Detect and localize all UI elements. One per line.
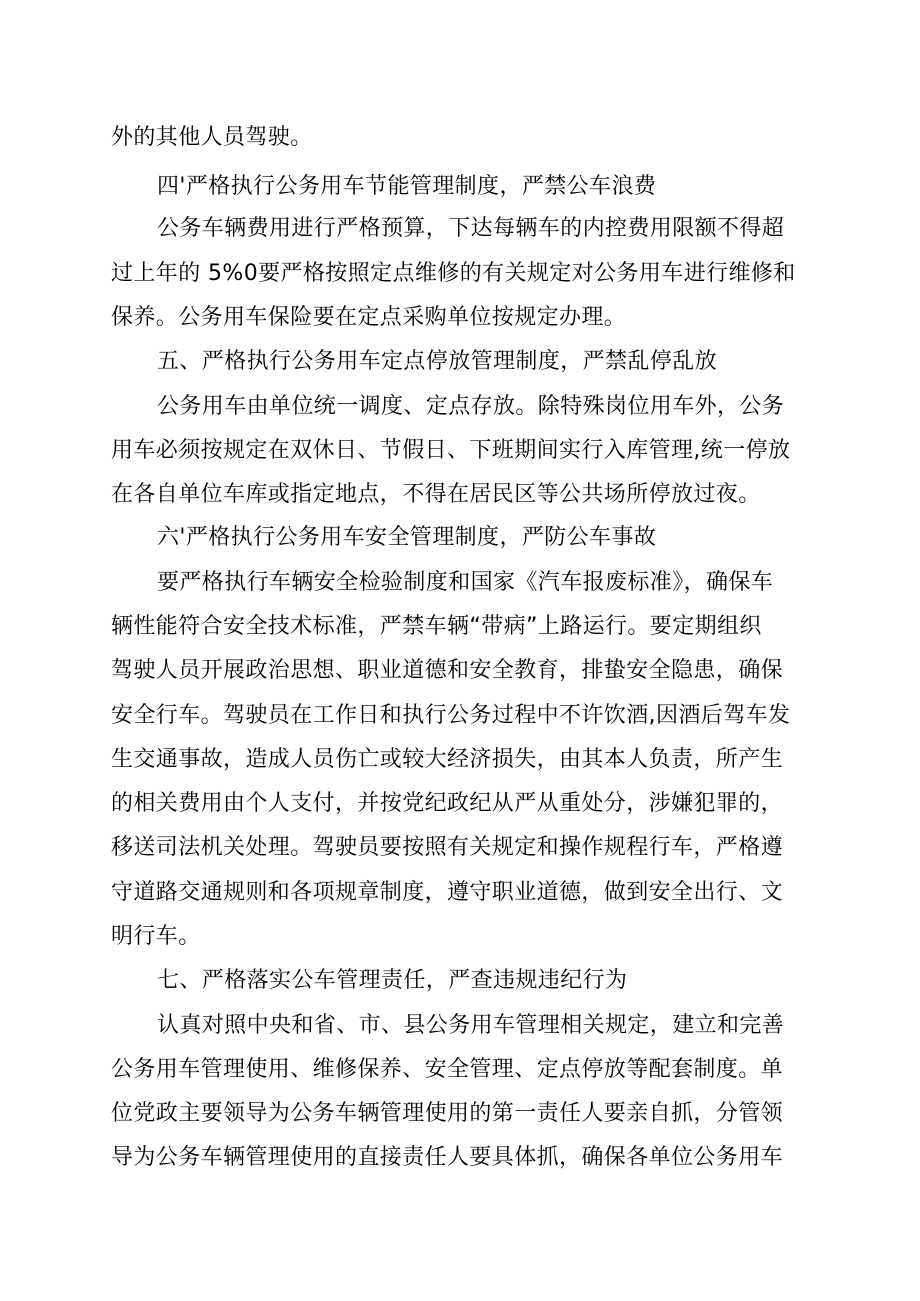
body-text-line: 在各自单位车库或指定地点，不得在居民区等公共场所停放过夜。 bbox=[111, 482, 761, 507]
section-heading-5: 五、严格执行公务用车定点停放管理制度，严禁乱停乱放 bbox=[157, 349, 718, 374]
body-text-line: 守道路交通规则和各项规章制度，遵守职业道德，做到安全出行、文 bbox=[111, 880, 784, 905]
body-text-line: 公务用车由单位统一调度、定点存放。除特殊岗位用车外，公务 bbox=[157, 394, 785, 419]
body-text-line: 公务车辆费用进行严格预算，下达每辆车的内控费用限额不得超 bbox=[157, 216, 785, 241]
body-text-line: 的相关费用由个人支付，并按党纪政纪从严从重处分，涉嫌犯罪的， bbox=[111, 791, 784, 816]
body-text-line: 生交通事故，造成人员伤亡或较大经济损失，由其本人负责，所产生 bbox=[111, 747, 784, 772]
body-text-line: 明行车。 bbox=[111, 924, 201, 949]
body-text-line: 公务用车管理使用、维修保养、安全管理、定点停放等配套制度。单 bbox=[111, 1057, 784, 1082]
section-heading-6: 六'严格执行公务用车安全管理制度，严防公车事故 bbox=[157, 525, 657, 550]
body-text-line: 要严格执行车辆安全检验制度和国家《汽车报废标准》，确保车 bbox=[157, 570, 774, 595]
body-text-line: 认真对照中央和省、市、县公务用车管理相关规定，建立和完善 bbox=[157, 1013, 785, 1038]
body-text-line: 外的其他人员驾驶。 bbox=[111, 125, 313, 150]
section-heading-4: 四'严格执行公务用车节能管理制度，严禁公车浪费 bbox=[157, 174, 657, 199]
body-text-line: 移送司法机关处理。驾驶员要按照有关规定和操作规程行车，严格遵 bbox=[111, 835, 784, 860]
body-text-line: 用车必须按规定在双休日、节假日、下班期间实行入库管理,统一停放 bbox=[111, 438, 791, 463]
body-text-line: 保养。公务用车保险要在定点采购单位按规定办理。 bbox=[111, 305, 627, 330]
section-heading-7: 七、严格落实公车管理责任，严查违规违纪行为 bbox=[157, 968, 628, 993]
body-text-line: 过上年的 5%0要严格按照定点维修的有关规定对公务用车进行维修和 bbox=[111, 261, 796, 286]
body-text-line: 安全行车。驾驶员在工作日和执行公务过程中不许饮酒,因酒后驾车发 bbox=[111, 703, 791, 728]
body-text-line: 导为公务车辆管理使用的直接责任人要具体抓，确保各单位公务用车 bbox=[111, 1145, 784, 1170]
body-text-line: 辆性能符合安全技术标准，严禁车辆“带病”上路运行。要定期组织 bbox=[111, 614, 762, 639]
body-text-line: 位党政主要领导为公务车辆管理使用的第一责任人要亲自抓，分管领 bbox=[111, 1101, 784, 1126]
body-text-line: 驾驶人员开展政治思想、职业道德和安全教育，排蛰安全隐患，确保 bbox=[111, 658, 784, 683]
